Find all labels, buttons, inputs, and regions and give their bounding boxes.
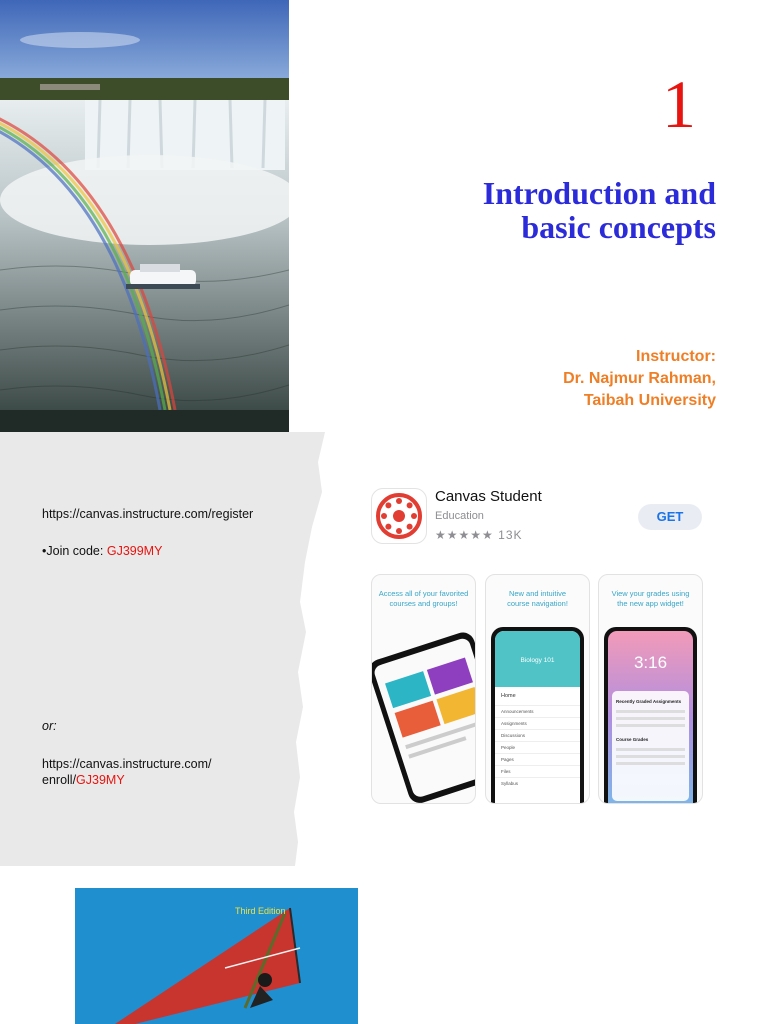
app-name: Canvas Student [435, 488, 542, 505]
instructor-name: Dr. Najmur Rahman, [563, 370, 716, 387]
star-rating-icon: ★★★★★ [435, 528, 494, 542]
rating [435, 528, 523, 542]
course-header: Biology 101 [495, 631, 580, 687]
menu-home: Home [495, 687, 580, 706]
chapter-number: 1 [662, 66, 696, 142]
menu-item: Pages [495, 754, 580, 766]
phone-mockup-widget [604, 627, 697, 803]
niagara-falls-photo [0, 0, 289, 432]
join-code: GJ399MY [106, 544, 163, 558]
get-button[interactable]: GET [638, 504, 702, 530]
menu-item: Announcements [495, 706, 580, 718]
join-code-label: •Join code: [42, 544, 107, 558]
grades-widget [612, 691, 689, 801]
phone-mockup-courses [372, 625, 475, 803]
edition-label: Third Edition [235, 906, 286, 916]
title-line-1: Introduction and [482, 175, 716, 211]
app-screenshot-3[interactable] [598, 574, 703, 804]
enroll-url-line-1[interactable]: https://canvas.instructure.com/ [42, 757, 212, 771]
widget-subtitle: Course Grades [616, 737, 649, 742]
caption-line: Access all of your favorited [378, 589, 469, 598]
caption-line: View your grades using [611, 589, 690, 598]
screenshot-caption-3 [603, 589, 698, 609]
app-store-card [355, 474, 718, 823]
torn-paper-panel [0, 432, 330, 866]
join-code-line [42, 544, 162, 558]
phone-mockup-navigation [491, 627, 584, 803]
enroll-path: enroll/ [42, 773, 77, 787]
register-url[interactable]: https://canvas.instructure.com/register [42, 507, 254, 521]
enroll-url-line-2[interactable] [42, 773, 125, 787]
screenshot-caption-2 [490, 589, 585, 609]
menu-item: Assignments [495, 718, 580, 730]
menu-item: Discussions [495, 730, 580, 742]
enroll-code: GJ39MY [76, 773, 125, 787]
menu-item: Syllabus [501, 781, 519, 786]
menu-item: Files [495, 766, 580, 778]
instructor-block [396, 346, 716, 412]
rating-count: 13K [498, 528, 523, 542]
menu-item: People [495, 742, 580, 754]
app-screenshot-1[interactable] [371, 574, 476, 804]
caption-line: the new app widget! [617, 599, 684, 608]
app-screenshot-2[interactable] [485, 574, 590, 804]
widget-title: Recently Graded Assignments [616, 699, 682, 704]
caption-line: New and intuitive [508, 589, 567, 598]
canvas-app-icon[interactable] [371, 488, 427, 544]
screenshot-caption-1 [376, 589, 471, 609]
instructor-label: Instructor: [636, 348, 716, 365]
app-category: Education [435, 510, 484, 522]
chapter-title [356, 176, 716, 244]
caption-line: courses and groups! [389, 599, 458, 608]
instructor-affiliation: Taibah University [583, 392, 716, 409]
caption-line: course navigation! [507, 599, 568, 608]
textbook-cover [75, 888, 358, 1024]
or-label: or: [42, 719, 57, 733]
lockscreen-time: 3:16 [633, 653, 668, 672]
title-line-2: basic concepts [521, 209, 716, 245]
